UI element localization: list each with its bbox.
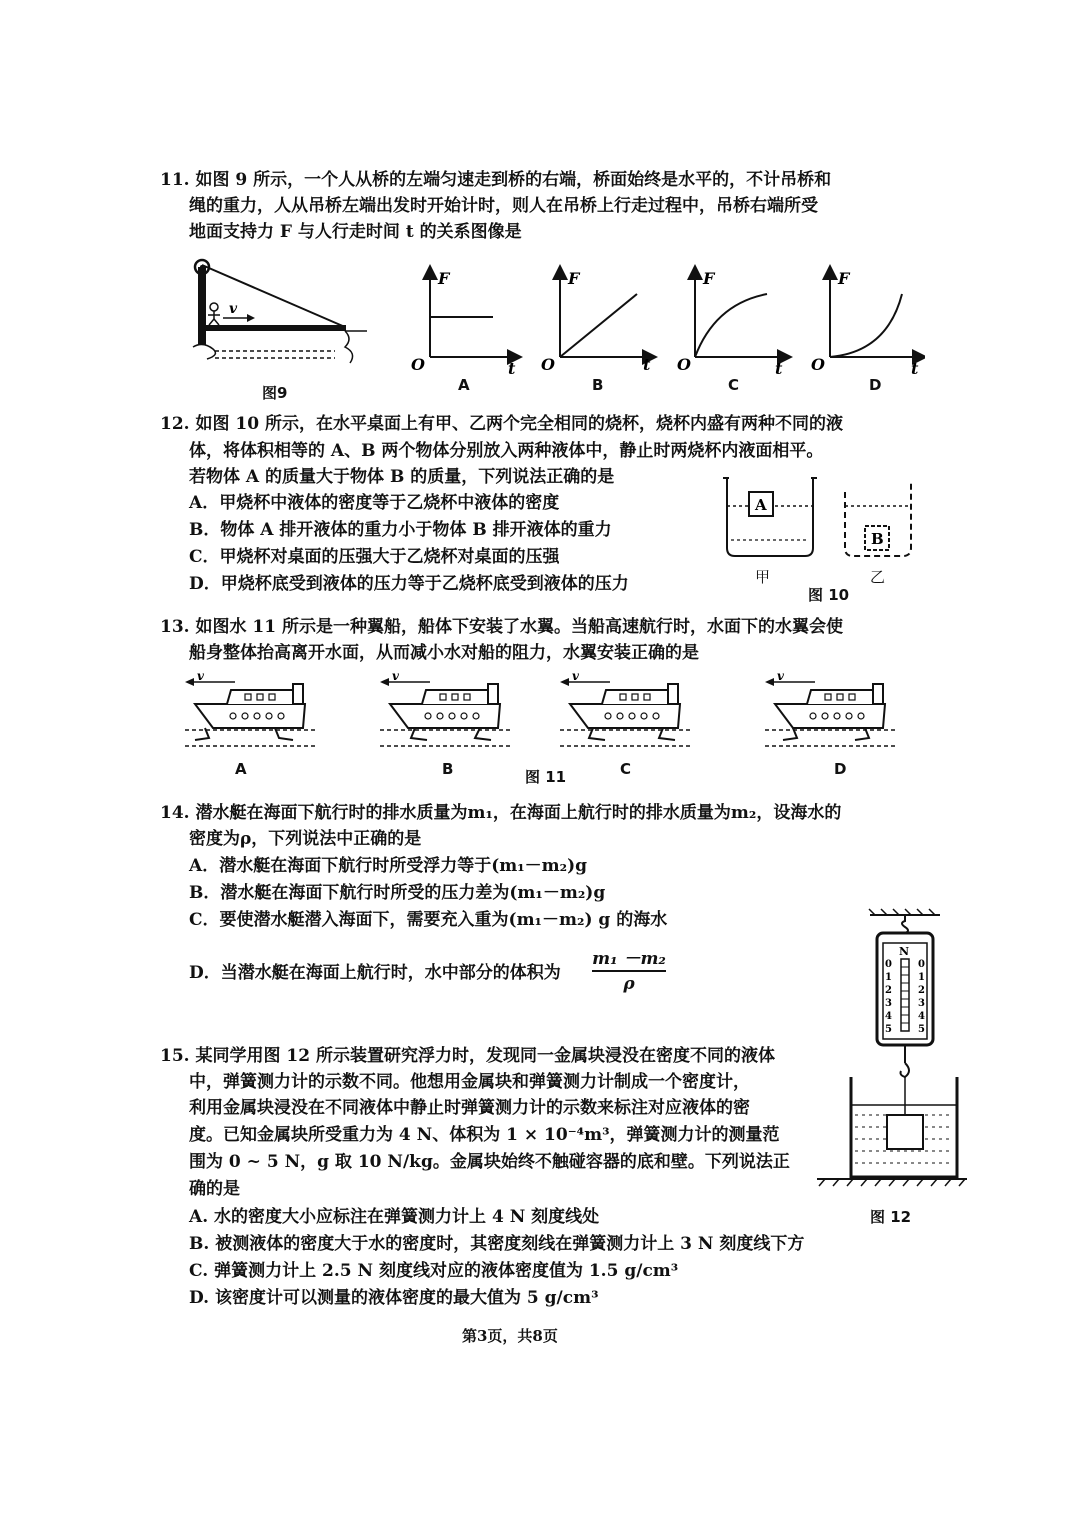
fig12-label: 图 12 (870, 1208, 912, 1226)
graph-d-o: O (811, 355, 825, 374)
svg-text:5: 5 (918, 1024, 925, 1035)
q14-option-c: C．要使潜水艇潜入海面下，需要充入重为(m₁－m₂) g 的海水 (189, 910, 668, 930)
beaker-b-name: 乙 (870, 568, 886, 586)
q15-line-4: 度。已知金属块所受重力为 4 N、体积为 1 × 10⁻⁴m³，弹簧测力计的测量范 (189, 1125, 780, 1145)
graph-a (411, 269, 516, 377)
graph-a-t: t (508, 359, 516, 377)
q11-line-2: 绳的重力，人从吊桥左端出发时开始计时，则人在吊桥上行走过程中，吊桥右端所受 (189, 196, 818, 216)
q13-option-d-label: D (834, 760, 847, 778)
boat-c (560, 672, 690, 746)
q11-option-d-label: D (869, 376, 882, 394)
graph-b-f: F (568, 269, 580, 288)
q15-option-a: A. 水的密度大小应标注在弹簧测力计上 4 N 刻度线处 (189, 1207, 600, 1227)
q12-option-a: A．甲烧杯中液体的密度等于乙烧杯中液体的密度 (189, 493, 560, 513)
q14-option-a: A．潜水艇在海面下航行时所受浮力等于(m₁－m₂)g (189, 856, 588, 876)
graph-b-t: t (643, 355, 651, 374)
boat-a (185, 672, 315, 746)
boat-d-v: v (777, 672, 784, 683)
svg-text:4: 4 (885, 1011, 892, 1022)
graph-d (811, 269, 920, 377)
graph-a-o: O (411, 355, 425, 374)
boat-b (380, 672, 510, 746)
q15-line-5: 围为 0 ~ 5 N，g 取 10 N/kg。金属块始终不触碰容器的底和壁。下列说法正 (189, 1152, 790, 1172)
page-footer: 第3页，共8页 (462, 1327, 558, 1345)
fraction-numerator: m₁ －m₂ (592, 949, 666, 969)
fraction-bar (592, 970, 666, 972)
q13-option-b-label: B (442, 760, 454, 778)
q15-line-2: 中，弹簧测力计的示数不同。他想用金属块和弹簧测力计制成一个密度计， (189, 1072, 750, 1092)
ft-graphs (405, 262, 925, 377)
q11-option-b-label: B (592, 376, 604, 394)
graph-c-t: t (775, 359, 783, 377)
fig11-label: 图 11 (525, 768, 567, 786)
q14-option-d: D．当潜水艇在海面上航行时，水中部分的体积为 (189, 963, 561, 983)
q15-option-d: D. 该密度计可以测量的液体密度的最大值为 5 g/cm³ (189, 1288, 599, 1308)
graph-c (677, 269, 785, 377)
q15-line-1: 15. 某同学用图 12 所示装置研究浮力时，发现同一金属块浸没在密度不同的液体 (160, 1046, 775, 1066)
boat-b-v: v (392, 672, 399, 683)
q12-option-c: C．甲烧杯对桌面的压强大于乙烧杯对桌面的压强 (189, 547, 560, 567)
graph-c-o: O (677, 355, 691, 374)
q15-option-c: C. 弹簧测力计上 2.5 N 刻度线对应的液体密度值为 1.5 g/cm³ (189, 1261, 679, 1281)
graph-d-t: t (911, 359, 919, 377)
q14-line-1: 14. 潜水艇在海面下航行时的排水质量为m₁，在海面上航行时的排水质量为m₂，设海水的 (160, 803, 842, 823)
q11-option-c-label: C (728, 376, 740, 394)
svg-text:5: 5 (885, 1024, 892, 1035)
block-b-label: B (871, 530, 884, 548)
boat-a-v: v (197, 672, 204, 683)
svg-text:3: 3 (918, 998, 925, 1009)
bridge-figure (185, 255, 370, 380)
svg-text:0: 0 (885, 959, 892, 970)
q15-option-b: B. 被测液体的密度大于水的密度时，其密度刻线在弹簧测力计上 3 N 刻度线下方 (189, 1234, 805, 1254)
q12-option-b: B．物体 A 排开液体的重力小于物体 B 排开液体的重力 (189, 520, 612, 540)
q15-line-6: 确的是 (189, 1179, 240, 1199)
graph-a-f: F (438, 269, 450, 288)
q14-line-2: 密度为ρ，下列说法中正确的是 (189, 829, 422, 849)
q12-option-d: D．甲烧杯底受到液体的压力等于乙烧杯底受到液体的压力 (189, 574, 629, 594)
beakers-figure (715, 470, 925, 565)
svg-text:4: 4 (918, 1011, 925, 1022)
q12-line-2: 体，将体积相等的 A、B 两个物体分别放入两种液体中，静止时两烧杯内液面相平。 (189, 441, 824, 461)
svg-text:1: 1 (918, 972, 925, 983)
beaker-a-name: 甲 (755, 568, 771, 586)
q12-line-3: 若物体 A 的质量大于物体 B 的质量，下列说法正确的是 (189, 467, 615, 487)
q12-line-1: 12. 如图 10 所示，在水平桌面上有甲、乙两个完全相同的烧杯，烧杯内盛有两种不同的液 (160, 414, 843, 434)
q13-line-2: 船身整体抬高离开水面，从而减小水对船的阻力，水翼安装正确的是 (189, 643, 699, 663)
velocity-label: v (229, 301, 238, 317)
graph-b-o: O (541, 355, 555, 374)
q13-line-1: 13. 如图水 11 所示是一种翼船，船体下安装了水翼。当船高速航行时，水面下的水翼会使 (160, 617, 843, 637)
q11-line-1: 11. 如图 9 所示，一个人从桥的左端匀速走到桥的右端，桥面始终是水平的，不计吊桥和 (160, 170, 832, 190)
svg-text:1: 1 (885, 972, 892, 983)
q15-line-3: 利用金属块浸没在不同液体中静止时弹簧测力计的示数来标注对应液体的密 (189, 1098, 750, 1118)
svg-text:0: 0 (918, 959, 925, 970)
spring-scale-figure (815, 905, 975, 1190)
svg-text:2: 2 (918, 985, 925, 996)
boats-figure (175, 672, 895, 754)
scale-unit: N (899, 945, 910, 958)
graph-d-f: F (838, 269, 850, 288)
q13-option-a-label: A (235, 760, 247, 778)
svg-text:3: 3 (885, 998, 892, 1009)
q11-line-3: 地面支持力 F 与人行走时间 t 的关系图像是 (189, 222, 522, 242)
boat-c-v: v (572, 672, 579, 683)
fig10-label: 图 10 (808, 586, 850, 604)
graph-b (541, 269, 651, 374)
q11-option-a-label: A (458, 376, 470, 394)
fraction-denominator: ρ (623, 974, 635, 994)
boat-d (765, 672, 895, 746)
fig9-label: 图9 (262, 384, 288, 402)
q13-option-c-label: C (620, 760, 632, 778)
q14-option-b: B．潜水艇在海面下航行时所受的压力差为(m₁－m₂)g (189, 883, 606, 903)
block-a-label: A (755, 496, 767, 514)
svg-text:2: 2 (885, 985, 892, 996)
graph-c-f: F (703, 269, 715, 288)
